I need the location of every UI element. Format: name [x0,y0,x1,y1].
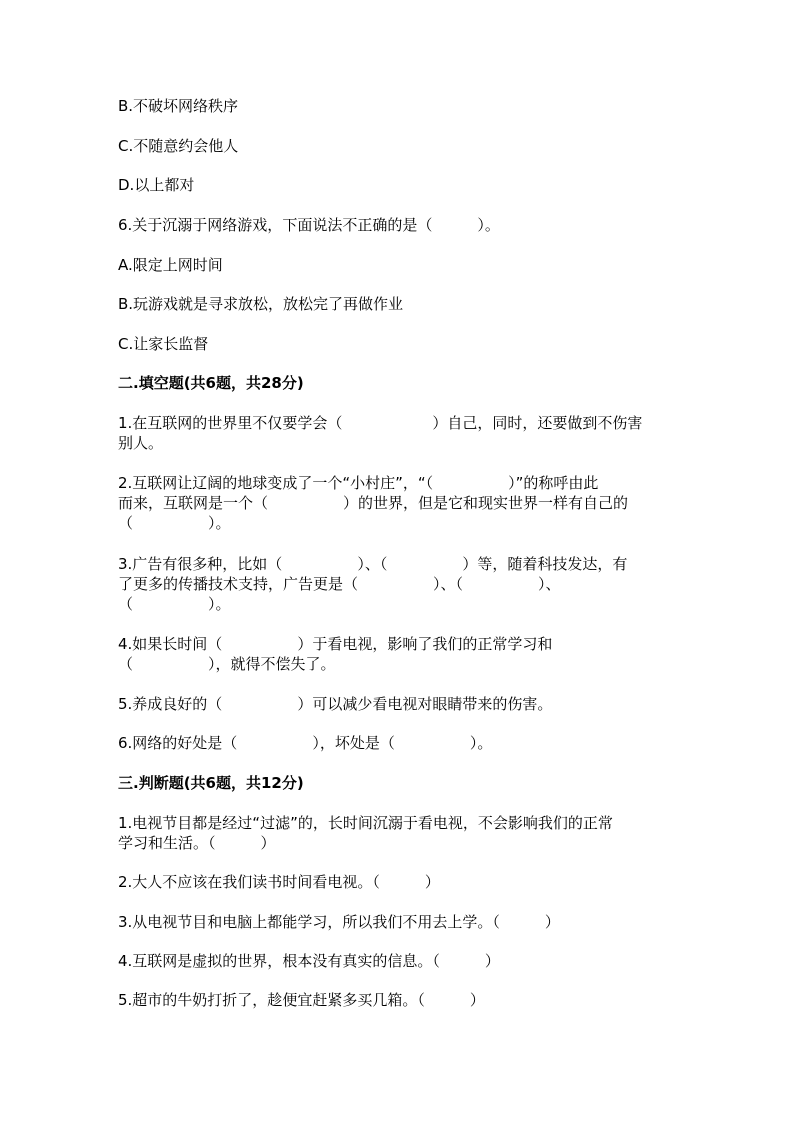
fill-q2-line1: 2.互联网让辽阔的地球变成了一个“小村庄”，“（ ）”的称呼由此 [118,474,599,492]
fill-q2-line3: （ ）。 [118,514,231,532]
fill-q1-line2: 别人。 [118,434,164,452]
fill-q3-line1: 3.广告有很多种，比如（ ）、（ ）等，随着科技发达，有 [118,555,628,573]
fill-section-title: 二.填空题(共6题，共28分) [118,374,304,392]
q6-option-a: A.限定上网时间 [118,256,223,274]
judge-q1-line1: 1.电视节目都是经过“过滤”的，长时间沉溺于看电视，不会影响我们的正常 [118,814,613,832]
fill-q4-line2: （ ），就得不偿失了。 [118,655,336,673]
judge-q5: 5.超市的牛奶打折了，趁便宜赶紧多买几箱。（ ） [118,991,485,1009]
q6-option-c: C.让家长监督 [118,335,209,353]
judge-q2: 2.大人不应该在我们读书时间看电视。（ ） [118,873,440,891]
judge-q3: 3.从电视节目和电脑上都能学习，所以我们不用去上学。（ ） [118,913,560,931]
fill-q1-line1: 1.在互联网的世界里不仅要学会（ ）自己，同时，还要做到不伤害 [118,414,643,432]
q6-option-b: B.玩游戏就是寻求放松，放松完了再做作业 [118,295,404,313]
fill-q6: 6.网络的好处是（ ），坏处是（ ）。 [118,734,493,752]
judge-q1-line2: 学习和生活。（ ） [118,834,276,852]
judge-q4: 4.互联网是虚拟的世界，根本没有真实的信息。（ ） [118,952,500,970]
q6-stem: 6.关于沉溺于网络游戏，下面说法不正确的是（ ）。 [118,216,500,234]
fill-q4-line1: 4.如果长时间（ ）于看电视，影响了我们的正常学习和 [118,635,553,653]
fill-q3-line2: 了更多的传播技术支持，广告更是（ ）、（ ）、 [118,575,561,593]
fill-q5: 5.养成良好的（ ）可以减少看电视对眼睛带来的伤害。 [118,695,553,713]
q5-option-c: C.不随意约会他人 [118,137,239,155]
q5-option-b: B.不破坏网络秩序 [118,97,239,115]
judge-section-title: 三.判断题(共6题，共12分) [118,774,304,792]
fill-q3-line3: （ ）。 [118,595,231,613]
fill-q2-line2: 而来，互联网是一个（ ）的世界，但是它和现实世界一样有自己的 [118,494,629,512]
q5-option-d: D.以上都对 [118,176,195,194]
